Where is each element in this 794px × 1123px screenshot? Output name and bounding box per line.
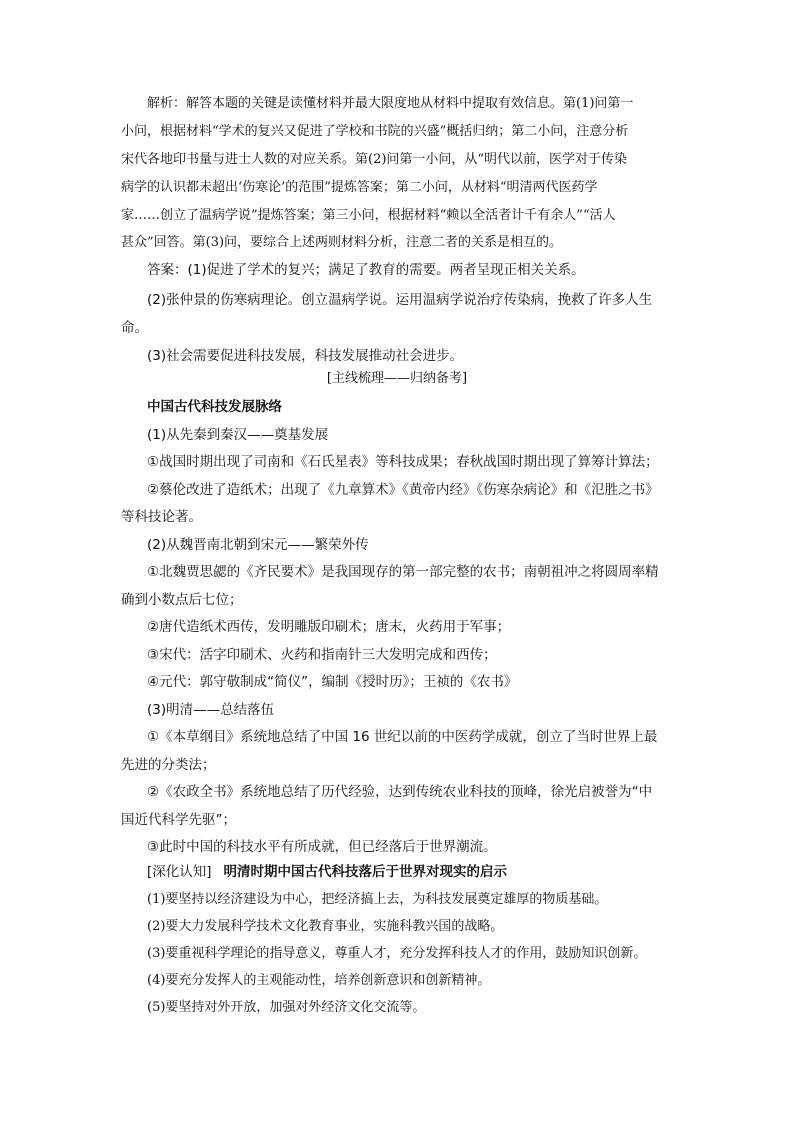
outline-line: ③此时中国的科技水平有所成就，但已经落后于世界潮流。 [147, 839, 497, 855]
outline-line: ②蔡伦改进了造纸术；出现了《九章算术》《黄帝内经》《伤寒杂病论》和《氾胜之书》 [147, 482, 659, 498]
deepen-line: (5)要坚持对外开放，加强对外经济文化交流等。 [147, 1000, 426, 1015]
deepen-heading [147, 862, 507, 882]
outline-line: (1)从先秦到秦汉——奠基发展 [147, 427, 329, 443]
outline-line: (2)从魏晋南北朝到宋元——繁荣外传 [147, 537, 369, 553]
outline-line: ①《本草纲目》系统地总结了中国 16 世纪以前的中医药学成就，创立了当时世界上最 [147, 729, 658, 745]
section-heading: [主线梳理——归纳备考] [326, 371, 468, 386]
outline-line: (3)明清——总结落伍 [147, 702, 275, 718]
outline-line: ③宋代：活字印刷术、火药和指南针三大发明完成和西传； [147, 647, 497, 663]
outline-line: ①战国时期出现了司南和《石氏星表》等科技成果；春秋战国时期出现了算筹计算法； [147, 454, 659, 470]
analysis-line: 病学的认识都未超出‘伤寒论’的范围”提炼答案；第二小问，从材料“明清两代医药学 [121, 180, 598, 195]
analysis-line: 甚众”回答。第(3)问，要综合上述两则材料分析，注意二者的关系是相互的。 [121, 235, 563, 250]
outline-line: ②唐代造纸术西传，发明雕版印刷术；唐末，火药用于军事； [147, 619, 511, 635]
outline-line: ②《农政全书》系统地总结了历代经验，达到传统农业科技的顶峰，徐光启被誉为“中 [147, 784, 653, 800]
deepen-label: [深化认知] [147, 864, 212, 880]
deepen-line: (3)要重视科学理论的指导意义，尊重人才，充分发挥科技人才的作用，鼓励知识创新。 [147, 946, 647, 961]
outline-line: 等科技论著。 [121, 509, 202, 525]
deepen-line: (4)要充分发挥人的主观能动性，培养创新意识和创新精神。 [147, 973, 491, 988]
outline-line: 国近代科学先驱”； [121, 812, 236, 828]
outline-line: 确到小数点后七位； [121, 592, 243, 608]
analysis-line: 宋代各地印书量与进士人数的对应关系。第(2)问第一小问，从“明代以前，医学对于传染 [121, 152, 628, 167]
deepen-line: (2)要大力发展科学技术文化教育事业，实施科教兴国的战略。 [147, 919, 504, 934]
answer-line: 答案：(1)促进了学术的复兴；满足了教育的需要。两者呈现正相关关系。 [147, 262, 585, 278]
answer-line: (2)张仲景的伤寒病理论。创立温病学说。运用温病学说治疗传染病，挽救了许多人生 [147, 292, 653, 308]
deepen-line: (1)要坚持以经济建设为中心，把经济搞上去，为科技发展奠定雄厚的物质基础。 [147, 892, 608, 907]
outline-line: ④元代：郭守敬制成“简仪”，编制《授时历》；王祯的《农书》 [147, 674, 518, 690]
outline-line: 先进的分类法； [121, 757, 216, 773]
outline-line: ①北魏贾思勰的《齐民要术》是我国现存的第一部完整的农书；南朝祖冲之将圆周率精 [147, 564, 659, 580]
answer-line: (3)社会需要促进科技发展，科技发展推动社会进步。 [147, 348, 464, 364]
analysis-line: 家……创立了温病学说”提炼答案；第三小问，根据材料“赖以全活者计千有余人”“活人 [121, 208, 616, 223]
answer-line: 命。 [121, 320, 148, 336]
deepen-title: 明清时期中国古代科技落后于世界对现实的启示 [223, 864, 508, 880]
outline-title: 中国古代科技发展脉络 [147, 399, 282, 415]
analysis-line: 解析：解答本题的关键是读懂材料并最大限度地从材料中提取有效信息。第(1)问第一 [147, 96, 634, 111]
analysis-line: 小问，根据材料“学术的复兴又促进了学校和书院的兴盛”概括归纳；第二小问，注意分析 [121, 124, 629, 139]
